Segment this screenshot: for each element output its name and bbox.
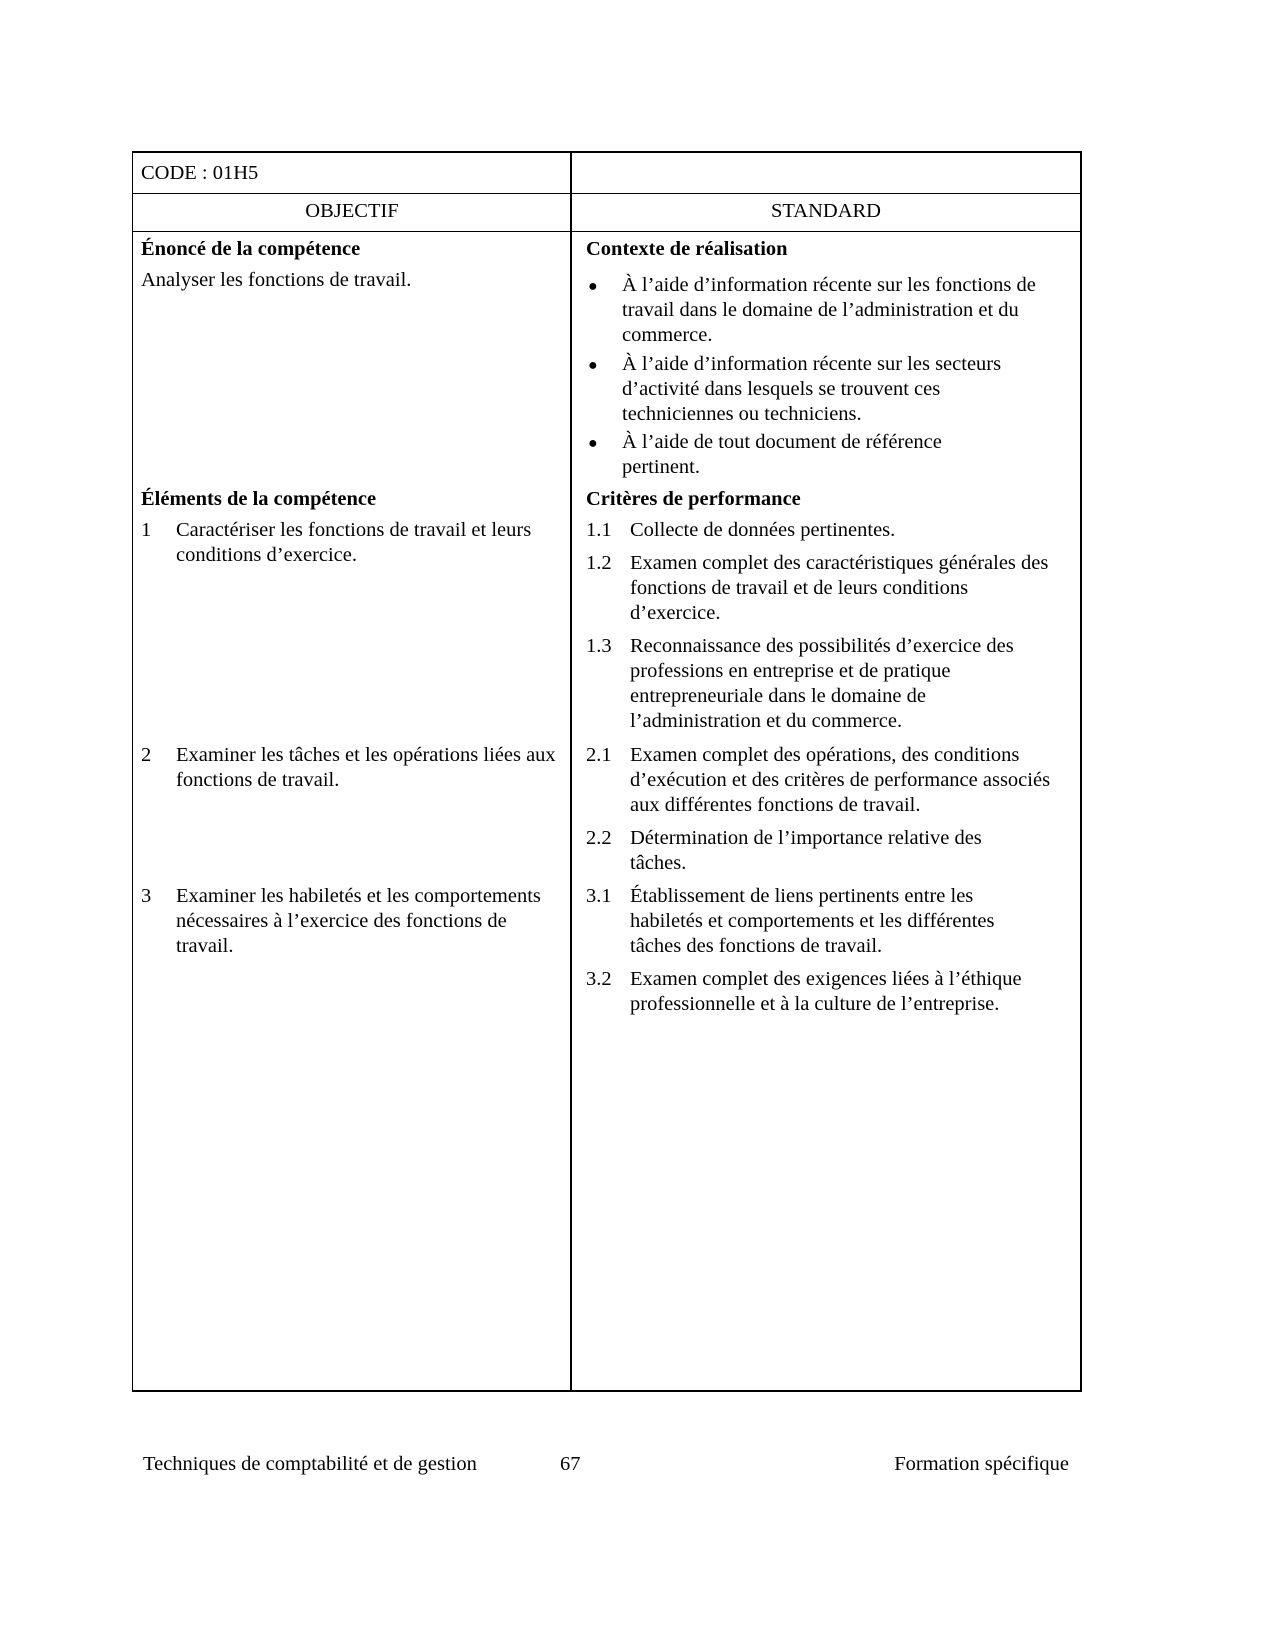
row-divider xyxy=(132,231,1082,232)
element-number: 1 xyxy=(141,519,152,541)
elements-heading: Éléments de la compétence xyxy=(141,488,377,510)
critere-number: 1.3 xyxy=(586,635,612,657)
enonce-text: Analyser les fonctions de travail. xyxy=(141,269,412,291)
critere-text: Collecte de données pertinentes. xyxy=(630,519,896,541)
element-text: Caractériser les fonctions de travail et leurs conditions d’exercice. xyxy=(176,519,532,566)
table-border-left xyxy=(132,151,133,1392)
element-text: Examiner les habiletés et les comportements nécessaires à l’exercice des fonctions de travail. xyxy=(176,885,541,957)
footer-program: Techniques de comptabilité et de gestion xyxy=(143,1453,477,1475)
critere-number: 2.2 xyxy=(586,827,612,849)
critere-number: 1.1 xyxy=(586,519,612,541)
critere-text: Détermination de l’importance relative des tâches. xyxy=(630,827,982,874)
critere-text: Examen complet des exigences liées à l’éthique professionnelle et à la culture de l’entreprise. xyxy=(630,968,1022,1015)
critere-text: Reconnaissance des possibilités d’exercice des professions en entreprise et de pratique entrepreneuriale dans le domaine de l’administration et du commerce. xyxy=(630,635,1014,732)
row-divider xyxy=(132,193,1082,194)
code-label: CODE : 01H5 xyxy=(141,162,259,184)
contexte-item: À l’aide de tout document de référence pertinent. xyxy=(622,431,942,478)
enonce-heading: Énoncé de la compétence xyxy=(141,238,361,260)
table-border-bottom xyxy=(132,1390,1082,1392)
contexte-item: À l’aide d’information récente sur les fonctions de travail dans le domaine de l’administration et du commerce. xyxy=(622,274,1036,346)
critere-number: 1.2 xyxy=(586,552,612,574)
table-border-top xyxy=(132,151,1082,153)
element-text: Examiner les tâches et les opérations liées aux fonctions de travail. xyxy=(176,744,556,791)
column-divider xyxy=(570,151,572,1392)
critere-number: 3.2 xyxy=(586,968,612,990)
critere-text: Examen complet des caractéristiques générales des fonctions de travail et de leurs conditions d’exercice. xyxy=(630,552,1049,624)
footer-section: Formation spécifique xyxy=(894,1453,1069,1475)
contexte-heading: Contexte de réalisation xyxy=(586,238,788,260)
table-border-right xyxy=(1080,151,1082,1392)
bullet-icon: ● xyxy=(588,278,598,295)
critere-number: 3.1 xyxy=(586,885,612,907)
bullet-icon: ● xyxy=(588,435,598,452)
criteres-heading: Critères de performance xyxy=(586,488,801,510)
element-number: 2 xyxy=(141,744,152,766)
bullet-icon: ● xyxy=(588,357,598,374)
critere-number: 2.1 xyxy=(586,744,612,766)
footer-page-number: 67 xyxy=(560,1453,581,1475)
critere-text: Établissement de liens pertinents entre les habiletés et comportements et les différentes tâches des fonctions de travail. xyxy=(630,885,995,957)
standard-header: STANDARD xyxy=(771,200,881,222)
objectif-header: OBJECTIF xyxy=(305,200,399,222)
contexte-item: À l’aide d’information récente sur les secteurs d’activité dans lesquels se trouvent ces techniciennes ou techniciens. xyxy=(622,353,1002,425)
element-number: 3 xyxy=(141,885,152,907)
critere-text: Examen complet des opérations, des conditions d’exécution et des critères de performance associés aux différentes fonctions de travail. xyxy=(630,744,1051,816)
